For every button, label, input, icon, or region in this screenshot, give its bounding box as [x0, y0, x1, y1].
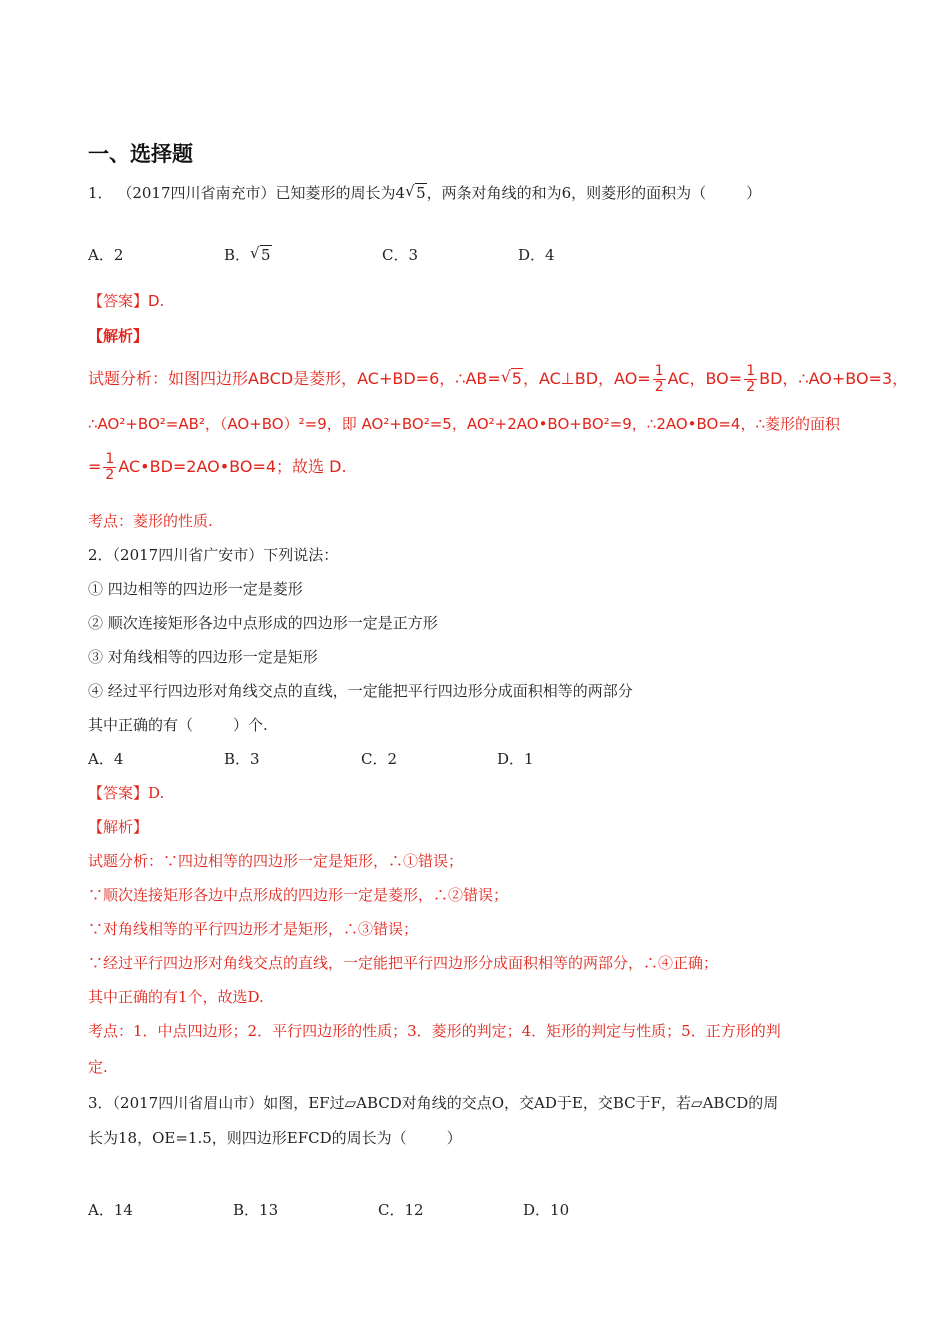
q3-line-1: 3．（2017四川省眉山市）如图，EF过▱ABCD对角线的交点O，交AD于E，交BC于F，若▱ABCD的周: [88, 1094, 779, 1112]
q1-option-a[interactable]: A．2: [88, 246, 124, 264]
q2-explanation-5: 其中正确的有1个，故选D.: [88, 988, 264, 1006]
q1-answer: 【答案】D.: [88, 292, 165, 310]
q2-option-a[interactable]: A．4: [88, 750, 124, 768]
q1-coef: 4: [395, 184, 406, 202]
q3-option-d[interactable]: D．10: [523, 1201, 570, 1219]
q1-ex1-d: BD，∴AO+BO=3，: [759, 369, 909, 388]
fraction-half: [744, 364, 757, 395]
q2-answer: 【答案】D.: [88, 784, 165, 802]
q1-text-a: 已知菱形的周长为: [275, 184, 396, 202]
q1-number: 1．: [88, 184, 113, 202]
q2-explanation-1: 试题分析：∵四边相等的四边形一定是矩形，∴①错误；: [88, 852, 464, 870]
q1-ex1-sqrt: [501, 364, 523, 394]
q2-option-b[interactable]: B．3: [224, 750, 260, 768]
q1-radicand: 5: [416, 184, 426, 202]
fraction-denominator: 2: [746, 379, 756, 395]
fraction-numerator: 1: [746, 363, 756, 379]
q2-analysis-label: 【解析】: [88, 818, 149, 836]
q1-ex3-b: AC•BD=2AO•BO=4；故选 D.: [118, 457, 347, 476]
q1-ex1-c: AC，BO=: [667, 369, 743, 388]
fraction-denominator: 2: [105, 467, 115, 483]
q3-option-c[interactable]: C．12: [378, 1201, 424, 1219]
fraction-numerator: 1: [105, 451, 115, 467]
q1-option-b-prefix: B．: [224, 246, 251, 264]
q1-text-c: ）: [746, 184, 762, 202]
q3-line-2-a: 长为18，OE=1.5，则四边形EFCD的周长为（: [88, 1129, 407, 1147]
q2-kaodian-2: 定.: [88, 1058, 108, 1076]
q3-line-2-b: ）: [446, 1129, 462, 1147]
q1-source: （2017四川省南充市）: [117, 184, 276, 202]
fraction-numerator: 1: [654, 363, 664, 379]
q1-ex3-a: =: [88, 457, 102, 476]
q1-option-d[interactable]: D．4: [518, 246, 555, 264]
q2-explanation-2: ∵顺次连接矩形各边中点形成的四边形一定是菱形，∴②错误；: [88, 886, 509, 904]
q2-explanation-3: ∵对角线相等的平行四边形才是矩形，∴③错误；: [88, 920, 419, 938]
q3-option-a[interactable]: A．14: [88, 1201, 133, 1219]
q1-text-b: ，两条对角线的和为6，则菱形的面积为（: [426, 184, 707, 202]
q1-ex1-a: 试题分析：如图四边形ABCD是菱形，AC+BD=6，∴AB=: [88, 369, 501, 388]
q2-statement-2: ② 顺次连接矩形各边中点形成的四边形一定是正方形: [88, 614, 438, 632]
q1-explanation-line-2: ∴AO²+BO²=AB²，（AO+BO）²=9，即 AO²+BO²=5，AO²+2AO•BO+BO²=9，∴2AO•BO=4，∴菱形的面积: [88, 415, 841, 433]
q1-ex1-radicand: 5: [511, 369, 522, 388]
q1-explanation-line-3: [88, 452, 347, 483]
q1-ex1-b: ，AC⊥BD，AO=: [522, 369, 651, 388]
q1-sqrt: [405, 183, 427, 203]
q2-question-a: 其中正确的有（: [88, 716, 194, 734]
q1-option-b-radicand: 5: [261, 246, 271, 264]
q2-kaodian-1: 考点：1．中点四边形；2．平行四边形的性质；3．菱形的判定；4．矩形的判定与性质；5．正方形的判: [88, 1022, 781, 1040]
q3-option-b[interactable]: B．13: [233, 1201, 279, 1219]
q2-option-c[interactable]: C．2: [361, 750, 398, 768]
q2-option-d[interactable]: D．1: [497, 750, 534, 768]
q1-kaodian: 考点：菱形的性质.: [88, 512, 213, 530]
q3-line-2: [88, 1128, 462, 1148]
fraction-half: [653, 364, 666, 395]
q1-option-b[interactable]: [224, 244, 272, 265]
q2-line-1: 2．（2017四川省广安市）下列说法：: [88, 546, 339, 564]
section-title: 一、选择题: [88, 142, 193, 166]
q2-question-b: ）个.: [233, 716, 268, 734]
q2-statement-4: ④ 经过平行四边形对角线交点的直线，一定能把平行四边形分成面积相等的两部分: [88, 682, 633, 700]
q1-option-c[interactable]: C．3: [382, 246, 419, 264]
q1-analysis-label: 【解析】: [88, 327, 149, 345]
q2-statement-3: ③ 对角线相等的四边形一定是矩形: [88, 648, 318, 666]
question-1: [88, 183, 761, 203]
q1-explanation-line-1: [88, 364, 908, 395]
q2-statement-1: ① 四边相等的四边形一定是菱形: [88, 580, 303, 598]
q2-explanation-4: ∵经过平行四边形对角线交点的直线，一定能把平行四边形分成面积相等的两部分，∴④正确；: [88, 954, 719, 972]
fraction-half: [103, 452, 116, 483]
q1-option-b-sqrt: [250, 246, 272, 264]
q2-question: [88, 715, 268, 735]
fraction-denominator: 2: [654, 379, 664, 395]
